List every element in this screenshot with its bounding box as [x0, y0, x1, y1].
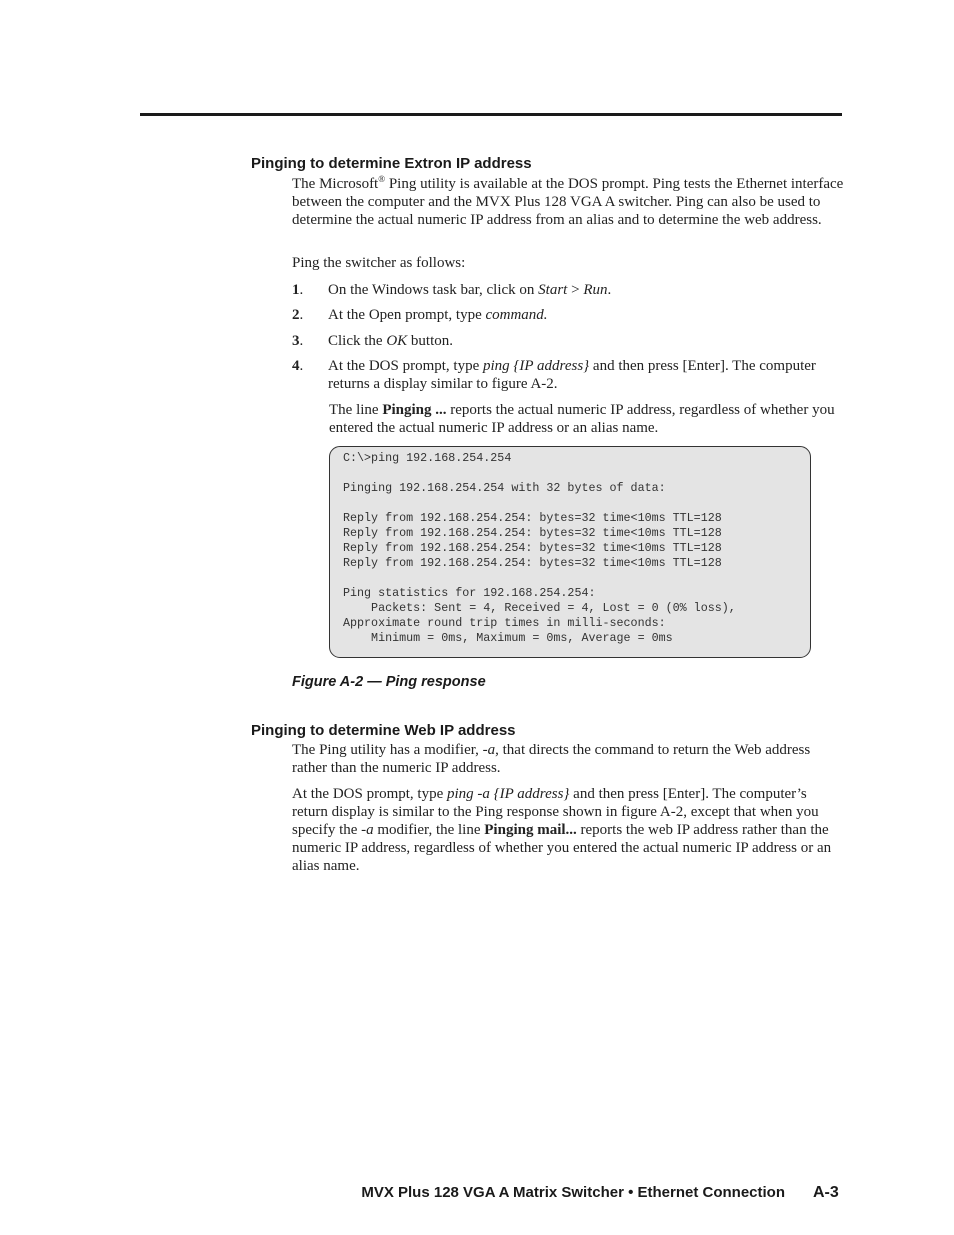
- lead-paragraph: Ping the switcher as follows:: [292, 255, 466, 271]
- ping-console-output: [329, 446, 811, 658]
- modifier-paragraph: The Ping utility has a modifier, -a, that directs the command to return the Web address rather than the numeric IP address.: [292, 742, 811, 776]
- step-number: 1.: [292, 282, 304, 298]
- intro-text-a: The Microsoft: [292, 176, 379, 192]
- section-heading-web-ip: Pinging to determine Web IP address: [251, 722, 516, 739]
- section-heading-extron-ip: Pinging to determine Extron IP address: [251, 155, 532, 172]
- intro-paragraph: [292, 175, 844, 229]
- figure-caption: Figure A-2 — Ping response: [292, 674, 486, 690]
- step-number: 2.: [292, 307, 304, 323]
- registered-mark: ®: [378, 174, 386, 184]
- step-text: On the Windows task bar, click on Start > Run.: [328, 282, 612, 298]
- step-text: Click the OK button.: [328, 333, 454, 349]
- pinging-note: The line Pinging ... reports the actual numeric IP address, regardless of whether you entered the actual numeric IP address or an alias name.: [329, 402, 835, 436]
- console-text: C:\>ping 192.168.254.254 Pinging 192.168.254.254 with 32 bytes of data: Reply from 192.168.254.254: bytes=32 time<10ms TTL=128 Reply from 192.168.254.254: bytes=32 time<10ms TTL=128 Reply from 192.168.254.254: bytes=32 time<10ms TTL=128 Reply from 192.168.254.254: bytes=32 time<10ms TTL=128 Ping statistics for 192.168.254.254: Packets: Sent = 4, Received = 4, Lost = 0 (0% loss), Approximate round trip times in milli-seconds: Minimum = 0ms, Maximum = 0ms, Average = 0ms: [343, 451, 736, 645]
- header-rule: [140, 113, 842, 116]
- intro-text-b: Ping utility is available at the DOS prompt. Ping tests the Ethernet interface between the computer and the MVX Plus 128 VGA A switcher. Ping can also be used to determine the actual numeric IP address from an alias and to determine the web address.: [292, 176, 844, 228]
- footer-title: MVX Plus 128 VGA A Matrix Switcher • Ethernet Connection: [361, 1184, 785, 1201]
- page-number: A-3: [813, 1184, 839, 1201]
- step-text: At the Open prompt, type command.: [328, 307, 548, 323]
- step-number: 4.: [292, 358, 304, 374]
- step-text: At the DOS prompt, type ping {IP address} and then press [Enter]. The computer returns a display similar to figure A-2.: [328, 358, 816, 392]
- dos-prompt-paragraph: At the DOS prompt, type ping -a {IP address} and then press [Enter]. The computer’s return display is similar to the Ping response shown in figure A-2, except that when you specify the -a modifier, the line Pinging mail... reports the web IP address rather than the numeric IP address, regardless of whether you entered the actual numeric IP address or an alias name.: [292, 786, 832, 874]
- step-number: 3.: [292, 333, 304, 349]
